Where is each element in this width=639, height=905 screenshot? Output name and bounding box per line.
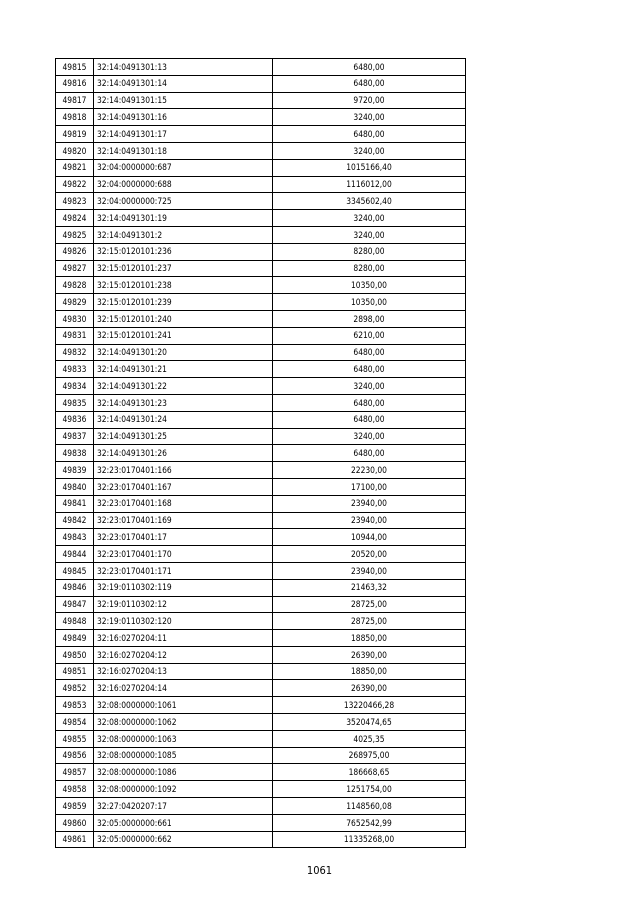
- cadastral-number-cell: 32:14:0491301:13: [94, 59, 273, 76]
- cadastral-number-cell: 32:15:0120101:237: [94, 260, 273, 277]
- cadastral-number-cell: 32:27:0420207:17: [94, 798, 273, 815]
- cadastral-number-cell: 32:14:0491301:16: [94, 109, 273, 126]
- cadastral-value-cell: 9720,00: [273, 92, 466, 109]
- cadastral-value-cell: 26390,00: [273, 680, 466, 697]
- cadastral-value-cell: 1148560,08: [273, 798, 466, 815]
- cadastral-value-cell: 6480,00: [273, 59, 466, 76]
- cadastral-value-cell: 10350,00: [273, 277, 466, 294]
- row-number-cell: 49834: [56, 378, 94, 395]
- table-row: [56, 75, 466, 92]
- cadastral-value-cell: 7652542,99: [273, 814, 466, 831]
- table-body: [56, 59, 466, 848]
- table-row: [56, 646, 466, 663]
- table-row: [56, 294, 466, 311]
- cadastral-value-cell: 28725,00: [273, 596, 466, 613]
- row-number-cell: 49828: [56, 277, 94, 294]
- row-number-cell: 49835: [56, 394, 94, 411]
- table-row: [56, 462, 466, 479]
- table-row: [56, 109, 466, 126]
- row-number-cell: 49838: [56, 445, 94, 462]
- row-number-cell: 49841: [56, 495, 94, 512]
- cadastral-value-cell: 268975,00: [273, 747, 466, 764]
- cadastral-number-cell: 32:15:0120101:239: [94, 294, 273, 311]
- cadastral-value-cell: 10944,00: [273, 529, 466, 546]
- table-row: [56, 260, 466, 277]
- cadastral-number-cell: 32:15:0120101:238: [94, 277, 273, 294]
- table-row: [56, 344, 466, 361]
- cadastral-number-cell: 32:04:0000000:687: [94, 159, 273, 176]
- row-number-cell: 49837: [56, 428, 94, 445]
- cadastral-value-cell: 6210,00: [273, 327, 466, 344]
- cadastral-number-cell: 32:08:0000000:1092: [94, 781, 273, 798]
- cadastral-number-cell: 32:16:0270204:13: [94, 663, 273, 680]
- cadastral-number-cell: 32:16:0270204:14: [94, 680, 273, 697]
- row-number-cell: 49856: [56, 747, 94, 764]
- cadastral-number-cell: 32:15:0120101:236: [94, 243, 273, 260]
- row-number-cell: 49815: [56, 59, 94, 76]
- row-number-cell: 49819: [56, 126, 94, 143]
- cadastral-value-cell: 3240,00: [273, 210, 466, 227]
- cadastral-value-cell: 6480,00: [273, 361, 466, 378]
- row-number-cell: 49831: [56, 327, 94, 344]
- cadastral-value-table: [55, 58, 466, 848]
- table-row: [56, 428, 466, 445]
- table-row: [56, 277, 466, 294]
- cadastral-number-cell: 32:23:0170401:17: [94, 529, 273, 546]
- cadastral-value-cell: 3240,00: [273, 109, 466, 126]
- row-number-cell: 49818: [56, 109, 94, 126]
- row-number-cell: 49855: [56, 730, 94, 747]
- cadastral-number-cell: 32:14:0491301:14: [94, 75, 273, 92]
- row-number-cell: 49826: [56, 243, 94, 260]
- cadastral-value-cell: 1015166,40: [273, 159, 466, 176]
- cadastral-number-cell: 32:14:0491301:26: [94, 445, 273, 462]
- table-row: [56, 310, 466, 327]
- row-number-cell: 49830: [56, 310, 94, 327]
- table-row: [56, 226, 466, 243]
- row-number-cell: 49816: [56, 75, 94, 92]
- row-number-cell: 49852: [56, 680, 94, 697]
- table-row: [56, 714, 466, 731]
- row-number-cell: 49842: [56, 512, 94, 529]
- cadastral-number-cell: 32:14:0491301:17: [94, 126, 273, 143]
- cadastral-number-cell: 32:08:0000000:1063: [94, 730, 273, 747]
- cadastral-number-cell: 32:14:0491301:15: [94, 92, 273, 109]
- row-number-cell: 49846: [56, 579, 94, 596]
- table-row: [56, 193, 466, 210]
- cadastral-number-cell: 32:15:0120101:240: [94, 310, 273, 327]
- table-row: [56, 361, 466, 378]
- cadastral-number-cell: 32:08:0000000:1061: [94, 697, 273, 714]
- table-row: [56, 831, 466, 848]
- cadastral-value-cell: 18850,00: [273, 630, 466, 647]
- table-row: [56, 495, 466, 512]
- cadastral-number-cell: 32:19:0110302:119: [94, 579, 273, 596]
- row-number-cell: 49843: [56, 529, 94, 546]
- table-row: [56, 697, 466, 714]
- table-row: [56, 210, 466, 227]
- cadastral-value-cell: 18850,00: [273, 663, 466, 680]
- cadastral-value-cell: 6480,00: [273, 126, 466, 143]
- cadastral-number-cell: 32:23:0170401:166: [94, 462, 273, 479]
- cadastral-number-cell: 32:16:0270204:11: [94, 630, 273, 647]
- row-number-cell: 49850: [56, 646, 94, 663]
- cadastral-value-cell: 3345602,40: [273, 193, 466, 210]
- row-number-cell: 49825: [56, 226, 94, 243]
- row-number-cell: 49854: [56, 714, 94, 731]
- table-row: [56, 327, 466, 344]
- row-number-cell: 49851: [56, 663, 94, 680]
- cadastral-number-cell: 32:23:0170401:170: [94, 546, 273, 563]
- table-row: [56, 478, 466, 495]
- cadastral-value-cell: 3240,00: [273, 226, 466, 243]
- cadastral-value-cell: 6480,00: [273, 445, 466, 462]
- cadastral-value-cell: 8280,00: [273, 243, 466, 260]
- cadastral-value-cell: 20520,00: [273, 546, 466, 563]
- cadastral-value-cell: 28725,00: [273, 613, 466, 630]
- row-number-cell: 49833: [56, 361, 94, 378]
- row-number-cell: 49824: [56, 210, 94, 227]
- table-row: [56, 764, 466, 781]
- row-number-cell: 49836: [56, 411, 94, 428]
- cadastral-number-cell: 32:23:0170401:171: [94, 562, 273, 579]
- table-row: [56, 176, 466, 193]
- table-row: [56, 159, 466, 176]
- cadastral-value-cell: 23940,00: [273, 512, 466, 529]
- table-row: [56, 243, 466, 260]
- row-number-cell: 49861: [56, 831, 94, 848]
- cadastral-number-cell: 32:16:0270204:12: [94, 646, 273, 663]
- table-row: [56, 445, 466, 462]
- table-row: [56, 781, 466, 798]
- cadastral-number-cell: 32:14:0491301:23: [94, 394, 273, 411]
- row-number-cell: 49817: [56, 92, 94, 109]
- table-row: [56, 126, 466, 143]
- cadastral-number-cell: 32:15:0120101:241: [94, 327, 273, 344]
- row-number-cell: 49857: [56, 764, 94, 781]
- table-row: [56, 394, 466, 411]
- table-row: [56, 562, 466, 579]
- cadastral-number-cell: 32:08:0000000:1086: [94, 764, 273, 781]
- table-row: [56, 596, 466, 613]
- row-number-cell: 49845: [56, 562, 94, 579]
- table-row: [56, 579, 466, 596]
- cadastral-number-cell: 32:23:0170401:169: [94, 512, 273, 529]
- cadastral-value-cell: 1116012,00: [273, 176, 466, 193]
- cadastral-number-cell: 32:14:0491301:2: [94, 226, 273, 243]
- table-row: [56, 546, 466, 563]
- row-number-cell: 49860: [56, 814, 94, 831]
- row-number-cell: 49853: [56, 697, 94, 714]
- cadastral-value-cell: 23940,00: [273, 562, 466, 579]
- table-row: [56, 663, 466, 680]
- cadastral-value-cell: 2898,00: [273, 310, 466, 327]
- row-number-cell: 49821: [56, 159, 94, 176]
- cadastral-number-cell: 32:05:0000000:662: [94, 831, 273, 848]
- table-row: [56, 730, 466, 747]
- row-number-cell: 49839: [56, 462, 94, 479]
- table-row: [56, 142, 466, 159]
- cadastral-value-cell: 4025,35: [273, 730, 466, 747]
- cadastral-value-cell: 8280,00: [273, 260, 466, 277]
- cadastral-value-cell: 3520474,65: [273, 714, 466, 731]
- row-number-cell: 49840: [56, 478, 94, 495]
- cadastral-number-cell: 32:14:0491301:25: [94, 428, 273, 445]
- cadastral-number-cell: 32:04:0000000:725: [94, 193, 273, 210]
- table-row: [56, 378, 466, 395]
- table-row: [56, 613, 466, 630]
- table-row: [56, 747, 466, 764]
- cadastral-value-cell: 10350,00: [273, 294, 466, 311]
- row-number-cell: 49822: [56, 176, 94, 193]
- cadastral-value-cell: 11335268,00: [273, 831, 466, 848]
- cadastral-number-cell: 32:08:0000000:1062: [94, 714, 273, 731]
- cadastral-value-cell: 6480,00: [273, 75, 466, 92]
- row-number-cell: 49823: [56, 193, 94, 210]
- cadastral-value-cell: 6480,00: [273, 394, 466, 411]
- cadastral-number-cell: 32:14:0491301:22: [94, 378, 273, 395]
- cadastral-number-cell: 32:04:0000000:688: [94, 176, 273, 193]
- cadastral-value-cell: 6480,00: [273, 411, 466, 428]
- row-number-cell: 49820: [56, 142, 94, 159]
- table-row: [56, 798, 466, 815]
- row-number-cell: 49859: [56, 798, 94, 815]
- row-number-cell: 49829: [56, 294, 94, 311]
- cadastral-number-cell: 32:14:0491301:18: [94, 142, 273, 159]
- cadastral-number-cell: 32:19:0110302:12: [94, 596, 273, 613]
- cadastral-value-cell: 22230,00: [273, 462, 466, 479]
- cadastral-value-cell: 3240,00: [273, 142, 466, 159]
- page-number: 1061: [306, 864, 333, 877]
- cadastral-value-cell: 21463,32: [273, 579, 466, 596]
- table-row: [56, 630, 466, 647]
- cadastral-number-cell: 32:14:0491301:20: [94, 344, 273, 361]
- cadastral-number-cell: 32:14:0491301:19: [94, 210, 273, 227]
- cadastral-value-cell: 1251754,00: [273, 781, 466, 798]
- cadastral-value-cell: 186668,65: [273, 764, 466, 781]
- cadastral-number-cell: 32:14:0491301:21: [94, 361, 273, 378]
- cadastral-number-cell: 32:23:0170401:168: [94, 495, 273, 512]
- row-number-cell: 49827: [56, 260, 94, 277]
- row-number-cell: 49849: [56, 630, 94, 647]
- cadastral-number-cell: 32:19:0110302:120: [94, 613, 273, 630]
- cadastral-number-cell: 32:14:0491301:24: [94, 411, 273, 428]
- table-row: [56, 411, 466, 428]
- cadastral-value-cell: 6480,00: [273, 344, 466, 361]
- cadastral-number-cell: 32:08:0000000:1085: [94, 747, 273, 764]
- table-row: [56, 59, 466, 76]
- table-row: [56, 680, 466, 697]
- cadastral-value-cell: 3240,00: [273, 428, 466, 445]
- cadastral-number-cell: 32:05:0000000:661: [94, 814, 273, 831]
- row-number-cell: 49832: [56, 344, 94, 361]
- table-row: [56, 529, 466, 546]
- cadastral-value-cell: 13220466,28: [273, 697, 466, 714]
- cadastral-number-cell: 32:23:0170401:167: [94, 478, 273, 495]
- cadastral-value-cell: 17100,00: [273, 478, 466, 495]
- row-number-cell: 49858: [56, 781, 94, 798]
- cadastral-value-cell: 23940,00: [273, 495, 466, 512]
- row-number-cell: 49844: [56, 546, 94, 563]
- cadastral-value-cell: 3240,00: [273, 378, 466, 395]
- row-number-cell: 49848: [56, 613, 94, 630]
- row-number-cell: 49847: [56, 596, 94, 613]
- table-row: [56, 512, 466, 529]
- table-row: [56, 92, 466, 109]
- table-row: [56, 814, 466, 831]
- cadastral-value-cell: 26390,00: [273, 646, 466, 663]
